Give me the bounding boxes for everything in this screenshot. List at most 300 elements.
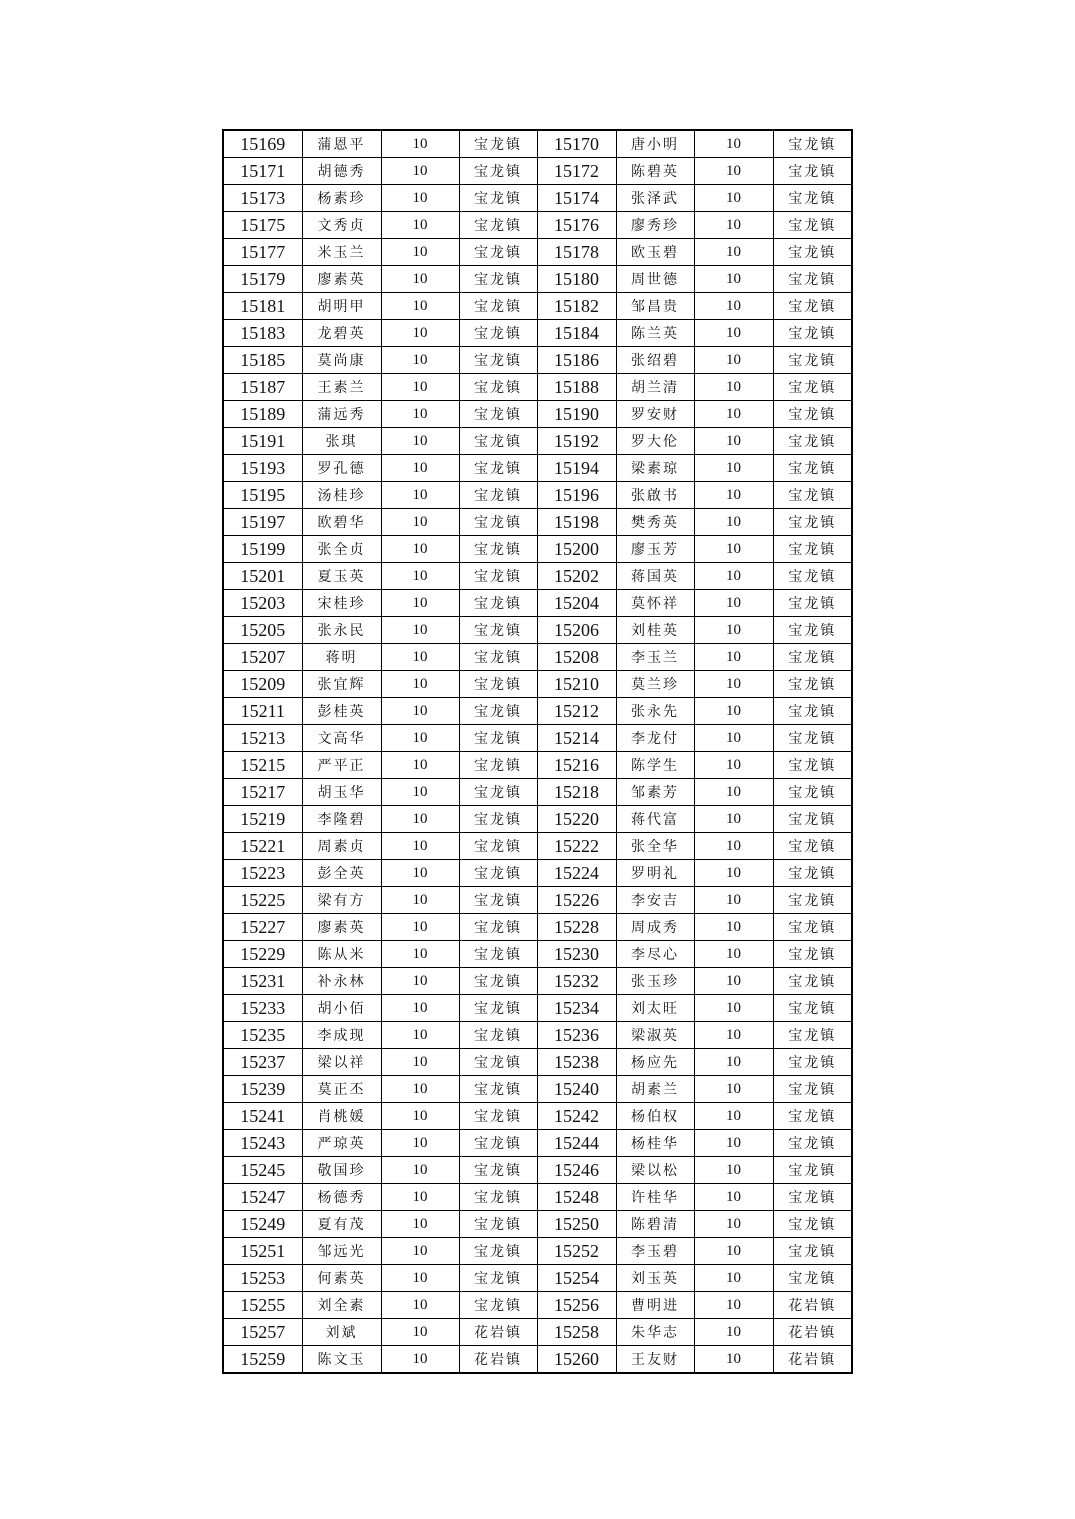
amount-cell: 10 — [694, 941, 773, 968]
amount-cell: 10 — [694, 617, 773, 644]
person-name-cell: 罗孔德 — [302, 455, 381, 482]
table-row — [223, 374, 852, 401]
person-name-cell: 严琼英 — [302, 1130, 381, 1157]
record-id-cell: 15214 — [537, 725, 616, 752]
table-row — [223, 590, 852, 617]
person-name-cell: 张永民 — [302, 617, 381, 644]
record-id-cell: 15240 — [537, 1076, 616, 1103]
person-name-cell: 蒋明 — [302, 644, 381, 671]
amount-cell: 10 — [381, 455, 459, 482]
amount-cell: 10 — [694, 374, 773, 401]
person-name-cell: 陈学生 — [616, 752, 694, 779]
town-cell: 宝龙镇 — [773, 130, 852, 158]
table-row — [223, 617, 852, 644]
amount-cell: 10 — [694, 671, 773, 698]
amount-cell: 10 — [694, 590, 773, 617]
table-row — [223, 239, 852, 266]
record-id-cell: 15224 — [537, 860, 616, 887]
town-cell: 宝龙镇 — [773, 239, 852, 266]
amount-cell: 10 — [381, 266, 459, 293]
person-name-cell: 梁以松 — [616, 1157, 694, 1184]
person-name-cell: 刘桂英 — [616, 617, 694, 644]
person-name-cell: 蒋代富 — [616, 806, 694, 833]
table-row — [223, 563, 852, 590]
town-cell: 宝龙镇 — [773, 1265, 852, 1292]
person-name-cell: 胡明甲 — [302, 293, 381, 320]
town-cell: 宝龙镇 — [459, 401, 537, 428]
person-name-cell: 王友财 — [616, 1346, 694, 1374]
table-row — [223, 887, 852, 914]
town-cell: 花岩镇 — [459, 1319, 537, 1346]
amount-cell: 10 — [381, 860, 459, 887]
table-row — [223, 914, 852, 941]
record-id-cell: 15188 — [537, 374, 616, 401]
town-cell: 宝龙镇 — [459, 1130, 537, 1157]
record-id-cell: 15186 — [537, 347, 616, 374]
person-name-cell: 刘斌 — [302, 1319, 381, 1346]
town-cell: 宝龙镇 — [459, 1292, 537, 1319]
record-id-cell: 15217 — [223, 779, 302, 806]
record-id-cell: 15249 — [223, 1211, 302, 1238]
record-id-cell: 15174 — [537, 185, 616, 212]
town-cell: 宝龙镇 — [773, 455, 852, 482]
amount-cell: 10 — [381, 212, 459, 239]
person-name-cell: 唐小明 — [616, 130, 694, 158]
amount-cell: 10 — [694, 428, 773, 455]
record-id-cell: 15241 — [223, 1103, 302, 1130]
town-cell: 宝龙镇 — [459, 347, 537, 374]
town-cell: 宝龙镇 — [459, 752, 537, 779]
amount-cell: 10 — [694, 185, 773, 212]
table-row — [223, 536, 852, 563]
record-id-cell: 15187 — [223, 374, 302, 401]
record-id-cell: 15238 — [537, 1049, 616, 1076]
record-id-cell: 15176 — [537, 212, 616, 239]
town-cell: 宝龙镇 — [773, 590, 852, 617]
person-name-cell: 李成现 — [302, 1022, 381, 1049]
record-id-cell: 15206 — [537, 617, 616, 644]
town-cell: 宝龙镇 — [459, 806, 537, 833]
town-cell: 宝龙镇 — [459, 698, 537, 725]
town-cell: 宝龙镇 — [773, 1157, 852, 1184]
person-name-cell: 敬国珍 — [302, 1157, 381, 1184]
person-name-cell: 廖素英 — [302, 266, 381, 293]
person-name-cell: 胡素兰 — [616, 1076, 694, 1103]
person-name-cell: 张永先 — [616, 698, 694, 725]
town-cell: 宝龙镇 — [773, 293, 852, 320]
table-row — [223, 1022, 852, 1049]
table-row — [223, 1157, 852, 1184]
table-row — [223, 293, 852, 320]
town-cell: 宝龙镇 — [773, 563, 852, 590]
town-cell: 宝龙镇 — [459, 536, 537, 563]
amount-cell: 10 — [694, 347, 773, 374]
person-name-cell: 杨德秀 — [302, 1184, 381, 1211]
person-name-cell: 邹昌贵 — [616, 293, 694, 320]
town-cell: 宝龙镇 — [459, 941, 537, 968]
town-cell: 宝龙镇 — [773, 833, 852, 860]
record-id-cell: 15180 — [537, 266, 616, 293]
town-cell: 宝龙镇 — [773, 482, 852, 509]
town-cell: 宝龙镇 — [459, 968, 537, 995]
person-name-cell: 刘玉英 — [616, 1265, 694, 1292]
town-cell: 花岩镇 — [459, 1346, 537, 1374]
person-name-cell: 周成秀 — [616, 914, 694, 941]
amount-cell: 10 — [694, 158, 773, 185]
person-name-cell: 邹远光 — [302, 1238, 381, 1265]
record-id-cell: 15173 — [223, 185, 302, 212]
record-id-cell: 15175 — [223, 212, 302, 239]
amount-cell: 10 — [381, 1319, 459, 1346]
record-id-cell: 15248 — [537, 1184, 616, 1211]
person-name-cell: 李安吉 — [616, 887, 694, 914]
record-id-cell: 15171 — [223, 158, 302, 185]
record-id-cell: 15252 — [537, 1238, 616, 1265]
record-id-cell: 15179 — [223, 266, 302, 293]
person-name-cell: 梁有方 — [302, 887, 381, 914]
town-cell: 花岩镇 — [773, 1319, 852, 1346]
person-name-cell: 胡德秀 — [302, 158, 381, 185]
amount-cell: 10 — [381, 914, 459, 941]
table-row — [223, 779, 852, 806]
record-id-cell: 15230 — [537, 941, 616, 968]
amount-cell: 10 — [694, 266, 773, 293]
person-name-cell: 樊秀英 — [616, 509, 694, 536]
record-id-cell: 15250 — [537, 1211, 616, 1238]
record-id-cell: 15219 — [223, 806, 302, 833]
person-name-cell: 欧碧华 — [302, 509, 381, 536]
town-cell: 宝龙镇 — [459, 1076, 537, 1103]
record-id-cell: 15210 — [537, 671, 616, 698]
record-id-cell: 15254 — [537, 1265, 616, 1292]
table-row — [223, 428, 852, 455]
person-name-cell: 文秀贞 — [302, 212, 381, 239]
person-name-cell: 陈碧英 — [616, 158, 694, 185]
amount-cell: 10 — [381, 374, 459, 401]
amount-cell: 10 — [381, 833, 459, 860]
table-row — [223, 1292, 852, 1319]
amount-cell: 10 — [694, 833, 773, 860]
record-id-cell: 15221 — [223, 833, 302, 860]
record-id-cell: 15169 — [223, 130, 302, 158]
amount-cell: 10 — [381, 509, 459, 536]
person-name-cell: 许桂华 — [616, 1184, 694, 1211]
table-row — [223, 671, 852, 698]
town-cell: 宝龙镇 — [773, 185, 852, 212]
person-name-cell: 杨伯权 — [616, 1103, 694, 1130]
town-cell: 宝龙镇 — [773, 1076, 852, 1103]
table-row — [223, 1130, 852, 1157]
person-name-cell: 欧玉碧 — [616, 239, 694, 266]
town-cell: 宝龙镇 — [773, 1238, 852, 1265]
record-id-cell: 15202 — [537, 563, 616, 590]
person-name-cell: 彭全英 — [302, 860, 381, 887]
town-cell: 宝龙镇 — [773, 158, 852, 185]
town-cell: 宝龙镇 — [773, 698, 852, 725]
amount-cell: 10 — [381, 887, 459, 914]
amount-cell: 10 — [694, 779, 773, 806]
town-cell: 宝龙镇 — [773, 1130, 852, 1157]
town-cell: 宝龙镇 — [773, 617, 852, 644]
amount-cell: 10 — [381, 1049, 459, 1076]
town-cell: 宝龙镇 — [459, 374, 537, 401]
table-row — [223, 1184, 852, 1211]
person-name-cell: 刘太旺 — [616, 995, 694, 1022]
town-cell: 宝龙镇 — [773, 212, 852, 239]
record-id-cell: 15195 — [223, 482, 302, 509]
table-row — [223, 698, 852, 725]
person-name-cell: 张泽武 — [616, 185, 694, 212]
amount-cell: 10 — [694, 752, 773, 779]
amount-cell: 10 — [694, 914, 773, 941]
town-cell: 宝龙镇 — [459, 1103, 537, 1130]
town-cell: 宝龙镇 — [773, 671, 852, 698]
amount-cell: 10 — [381, 752, 459, 779]
record-id-cell: 15229 — [223, 941, 302, 968]
town-cell: 宝龙镇 — [773, 752, 852, 779]
town-cell: 宝龙镇 — [459, 239, 537, 266]
record-id-cell: 15201 — [223, 563, 302, 590]
table-row — [223, 1211, 852, 1238]
table-row — [223, 1049, 852, 1076]
amount-cell: 10 — [381, 320, 459, 347]
table-row — [223, 833, 852, 860]
amount-cell: 10 — [381, 941, 459, 968]
table-row — [223, 752, 852, 779]
amount-cell: 10 — [381, 617, 459, 644]
amount-cell: 10 — [694, 1157, 773, 1184]
record-id-cell: 15227 — [223, 914, 302, 941]
town-cell: 宝龙镇 — [773, 1103, 852, 1130]
town-cell: 花岩镇 — [773, 1292, 852, 1319]
person-name-cell: 刘全素 — [302, 1292, 381, 1319]
amount-cell: 10 — [694, 509, 773, 536]
person-name-cell: 文高华 — [302, 725, 381, 752]
record-id-cell: 15198 — [537, 509, 616, 536]
record-id-cell: 15247 — [223, 1184, 302, 1211]
person-name-cell: 邹素芳 — [616, 779, 694, 806]
record-id-cell: 15243 — [223, 1130, 302, 1157]
amount-cell: 10 — [381, 347, 459, 374]
person-name-cell: 胡兰清 — [616, 374, 694, 401]
town-cell: 宝龙镇 — [459, 212, 537, 239]
amount-cell: 10 — [694, 698, 773, 725]
town-cell: 宝龙镇 — [773, 941, 852, 968]
record-id-cell: 15205 — [223, 617, 302, 644]
amount-cell: 10 — [381, 130, 459, 158]
amount-cell: 10 — [694, 1076, 773, 1103]
person-name-cell: 罗大伦 — [616, 428, 694, 455]
amount-cell: 10 — [381, 1265, 459, 1292]
person-name-cell: 陈从米 — [302, 941, 381, 968]
amount-cell: 10 — [381, 590, 459, 617]
town-cell: 宝龙镇 — [459, 563, 537, 590]
record-id-cell: 15242 — [537, 1103, 616, 1130]
amount-cell: 10 — [381, 293, 459, 320]
town-cell: 宝龙镇 — [773, 536, 852, 563]
town-cell: 宝龙镇 — [773, 779, 852, 806]
person-name-cell: 夏玉英 — [302, 563, 381, 590]
town-cell: 宝龙镇 — [459, 1049, 537, 1076]
person-name-cell: 莫尚康 — [302, 347, 381, 374]
record-id-cell: 15236 — [537, 1022, 616, 1049]
amount-cell: 10 — [694, 212, 773, 239]
record-id-cell: 15193 — [223, 455, 302, 482]
town-cell: 宝龙镇 — [773, 374, 852, 401]
record-id-cell: 15197 — [223, 509, 302, 536]
amount-cell: 10 — [694, 320, 773, 347]
town-cell: 宝龙镇 — [459, 914, 537, 941]
person-name-cell: 梁素琼 — [616, 455, 694, 482]
person-name-cell: 梁淑英 — [616, 1022, 694, 1049]
person-name-cell: 朱华志 — [616, 1319, 694, 1346]
town-cell: 宝龙镇 — [459, 428, 537, 455]
amount-cell: 10 — [694, 1184, 773, 1211]
record-id-cell: 15245 — [223, 1157, 302, 1184]
town-cell: 宝龙镇 — [459, 671, 537, 698]
record-id-cell: 15182 — [537, 293, 616, 320]
town-cell: 宝龙镇 — [773, 968, 852, 995]
amount-cell: 10 — [694, 130, 773, 158]
person-name-cell: 罗明礼 — [616, 860, 694, 887]
record-id-cell: 15190 — [537, 401, 616, 428]
town-cell: 宝龙镇 — [773, 1022, 852, 1049]
record-id-cell: 15183 — [223, 320, 302, 347]
amount-cell: 10 — [381, 806, 459, 833]
person-name-cell: 周世德 — [616, 266, 694, 293]
amount-cell: 10 — [381, 1076, 459, 1103]
town-cell: 宝龙镇 — [459, 995, 537, 1022]
amount-cell: 10 — [694, 1238, 773, 1265]
record-id-cell: 15222 — [537, 833, 616, 860]
record-id-cell: 15235 — [223, 1022, 302, 1049]
amount-cell: 10 — [694, 995, 773, 1022]
table-row — [223, 995, 852, 1022]
town-cell: 宝龙镇 — [459, 185, 537, 212]
town-cell: 宝龙镇 — [773, 266, 852, 293]
table-row — [223, 185, 852, 212]
record-id-cell: 15225 — [223, 887, 302, 914]
town-cell: 宝龙镇 — [459, 1211, 537, 1238]
table-row — [223, 1076, 852, 1103]
table-row — [223, 860, 852, 887]
record-id-cell: 15259 — [223, 1346, 302, 1374]
person-name-cell: 补永林 — [302, 968, 381, 995]
record-id-cell: 15232 — [537, 968, 616, 995]
person-name-cell: 陈碧清 — [616, 1211, 694, 1238]
table-row — [223, 266, 852, 293]
amount-cell: 10 — [381, 1292, 459, 1319]
amount-cell: 10 — [381, 995, 459, 1022]
person-name-cell: 张啟书 — [616, 482, 694, 509]
town-cell: 花岩镇 — [773, 1346, 852, 1374]
person-name-cell: 龙碧英 — [302, 320, 381, 347]
town-cell: 宝龙镇 — [459, 1265, 537, 1292]
person-name-cell: 何素英 — [302, 1265, 381, 1292]
table-row — [223, 482, 852, 509]
town-cell: 宝龙镇 — [459, 590, 537, 617]
amount-cell: 10 — [381, 1346, 459, 1374]
person-name-cell: 杨应先 — [616, 1049, 694, 1076]
table-row — [223, 1238, 852, 1265]
person-name-cell: 杨素珍 — [302, 185, 381, 212]
town-cell: 宝龙镇 — [773, 401, 852, 428]
record-id-cell: 15189 — [223, 401, 302, 428]
amount-cell: 10 — [694, 725, 773, 752]
amount-cell: 10 — [694, 401, 773, 428]
town-cell: 宝龙镇 — [773, 914, 852, 941]
amount-cell: 10 — [381, 563, 459, 590]
person-name-cell: 杨桂华 — [616, 1130, 694, 1157]
town-cell: 宝龙镇 — [459, 617, 537, 644]
amount-cell: 10 — [694, 644, 773, 671]
record-id-cell: 15170 — [537, 130, 616, 158]
table-row — [223, 158, 852, 185]
record-id-cell: 15211 — [223, 698, 302, 725]
person-name-cell: 肖桃媛 — [302, 1103, 381, 1130]
amount-cell: 10 — [694, 455, 773, 482]
town-cell: 宝龙镇 — [773, 887, 852, 914]
amount-cell: 10 — [694, 239, 773, 266]
town-cell: 宝龙镇 — [459, 266, 537, 293]
amount-cell: 10 — [694, 1346, 773, 1374]
amount-cell: 10 — [381, 1157, 459, 1184]
record-id-cell: 15178 — [537, 239, 616, 266]
payment-table — [222, 129, 853, 1374]
person-name-cell: 李龙付 — [616, 725, 694, 752]
record-id-cell: 15257 — [223, 1319, 302, 1346]
amount-cell: 10 — [694, 482, 773, 509]
record-id-cell: 15212 — [537, 698, 616, 725]
person-name-cell: 蒲远秀 — [302, 401, 381, 428]
table-row — [223, 509, 852, 536]
record-id-cell: 15209 — [223, 671, 302, 698]
record-id-cell: 15203 — [223, 590, 302, 617]
person-name-cell: 张全贞 — [302, 536, 381, 563]
town-cell: 宝龙镇 — [773, 995, 852, 1022]
town-cell: 宝龙镇 — [459, 887, 537, 914]
person-name-cell: 周素贞 — [302, 833, 381, 860]
record-id-cell: 15260 — [537, 1346, 616, 1374]
record-id-cell: 15200 — [537, 536, 616, 563]
town-cell: 宝龙镇 — [773, 1184, 852, 1211]
record-id-cell: 15258 — [537, 1319, 616, 1346]
amount-cell: 10 — [381, 1130, 459, 1157]
table-row — [223, 212, 852, 239]
record-id-cell: 15216 — [537, 752, 616, 779]
person-name-cell: 罗安财 — [616, 401, 694, 428]
town-cell: 宝龙镇 — [459, 293, 537, 320]
person-name-cell: 廖秀珍 — [616, 212, 694, 239]
amount-cell: 10 — [381, 401, 459, 428]
amount-cell: 10 — [381, 671, 459, 698]
town-cell: 宝龙镇 — [459, 158, 537, 185]
amount-cell: 10 — [694, 563, 773, 590]
town-cell: 宝龙镇 — [773, 725, 852, 752]
person-name-cell: 莫兰珍 — [616, 671, 694, 698]
person-name-cell: 严平正 — [302, 752, 381, 779]
record-id-cell: 15231 — [223, 968, 302, 995]
table-row — [223, 1265, 852, 1292]
record-id-cell: 15191 — [223, 428, 302, 455]
town-cell: 宝龙镇 — [773, 644, 852, 671]
amount-cell: 10 — [694, 1265, 773, 1292]
town-cell: 宝龙镇 — [773, 428, 852, 455]
town-cell: 宝龙镇 — [459, 455, 537, 482]
amount-cell: 10 — [694, 1292, 773, 1319]
record-id-cell: 15208 — [537, 644, 616, 671]
town-cell: 宝龙镇 — [459, 482, 537, 509]
